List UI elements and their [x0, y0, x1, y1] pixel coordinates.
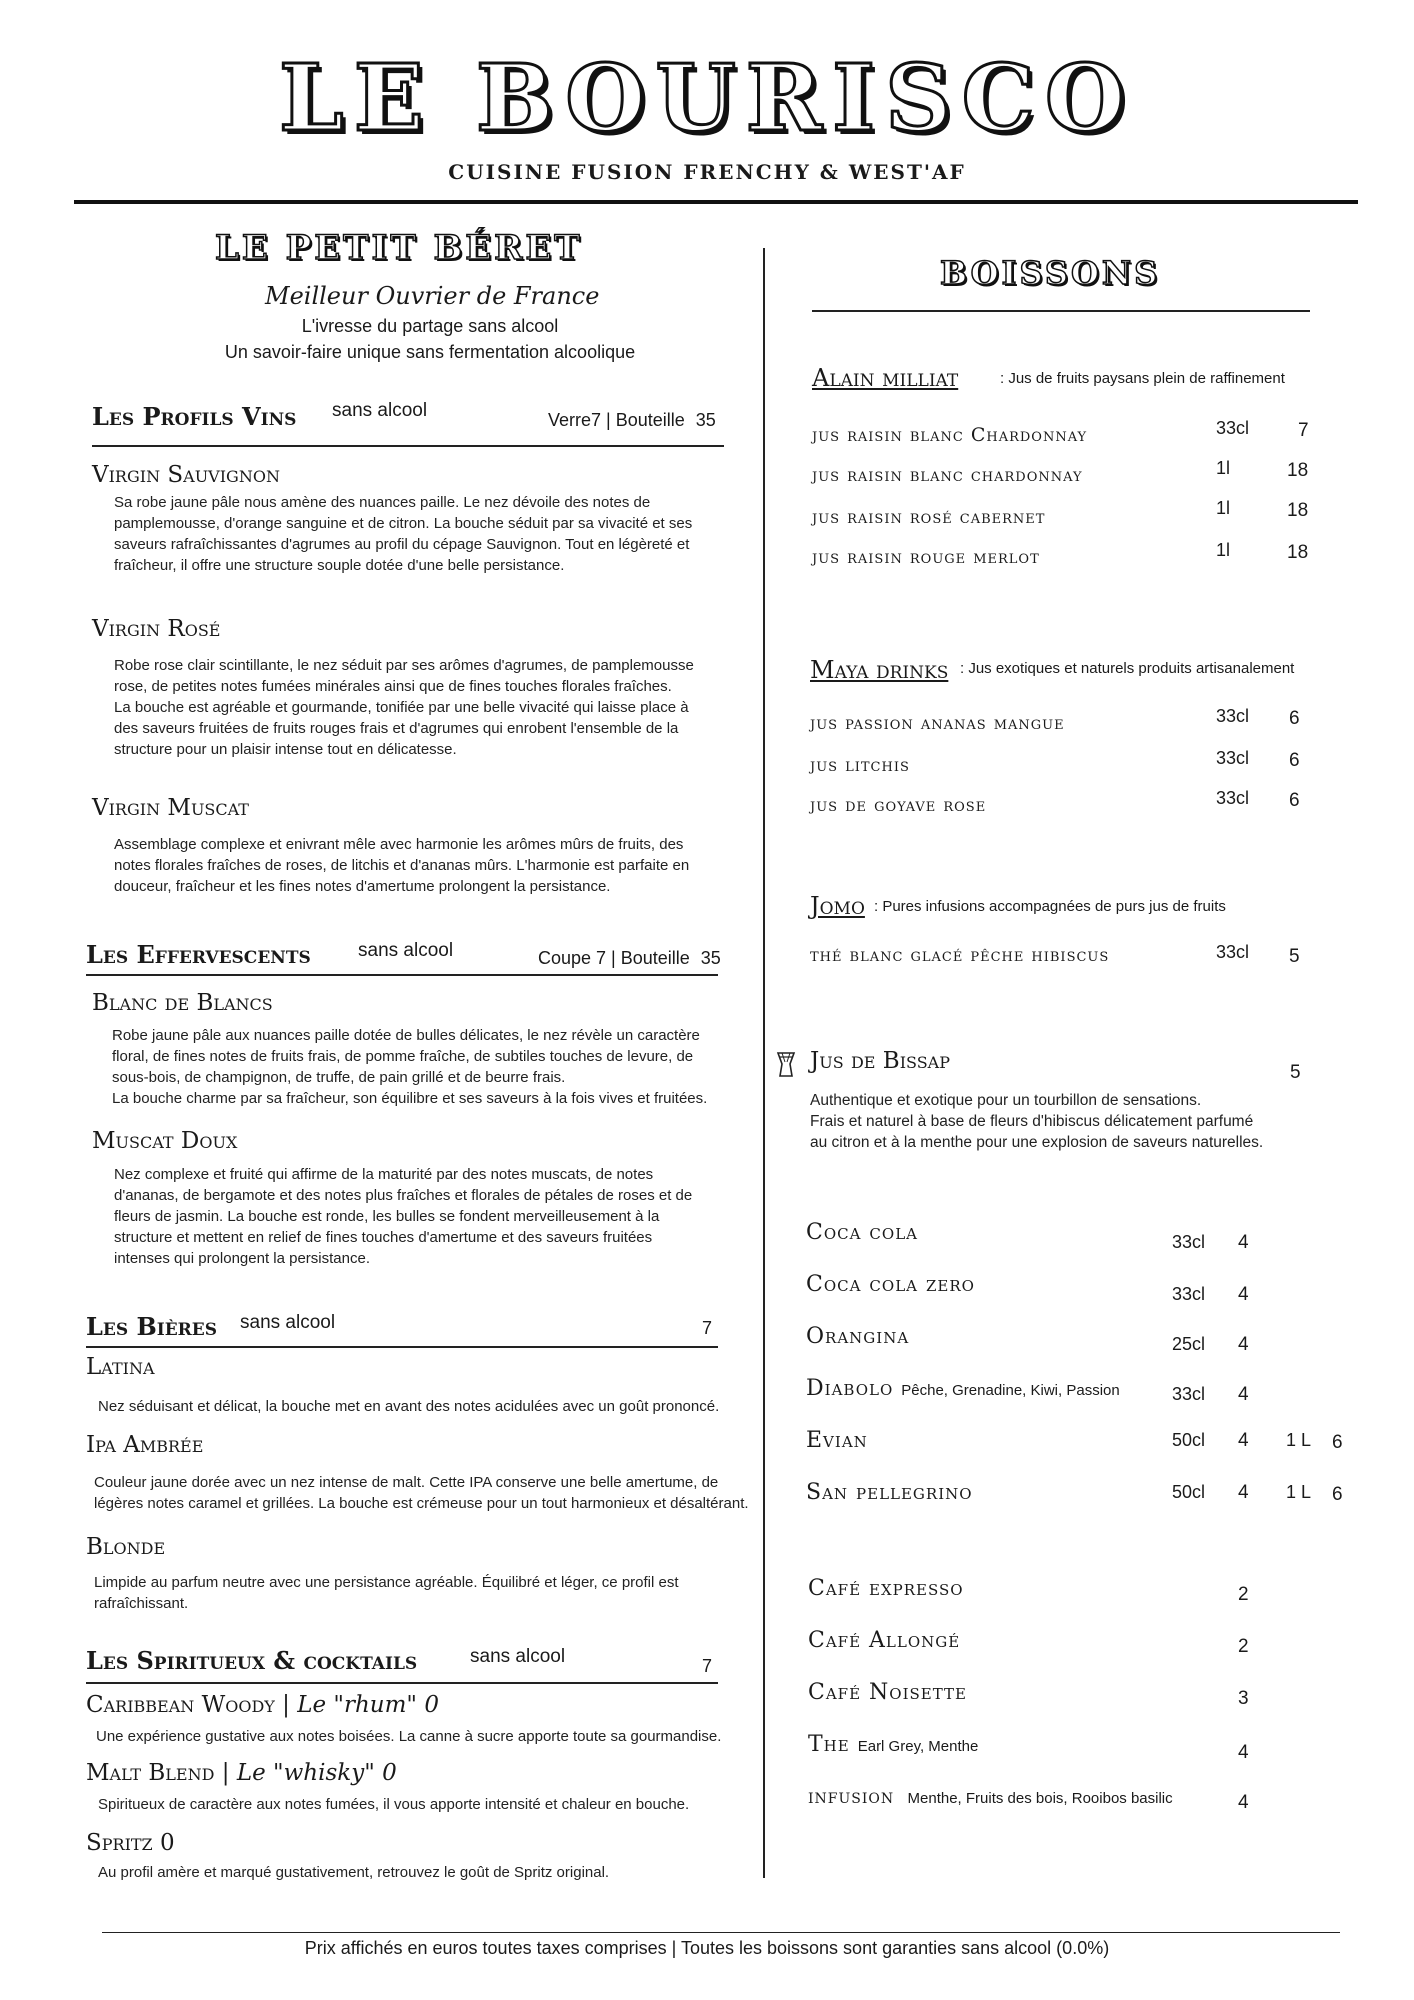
drink-note: Pêche, Grenadine, Kiwi, Passion: [901, 1382, 1120, 1399]
section-rule-bieres: [86, 1346, 718, 1348]
hot-drink-row: [808, 1676, 1288, 1728]
drink-name: San pellegrino: [806, 1480, 973, 1505]
intro-signature: Meilleur Ouvrier de France: [265, 282, 600, 310]
item-name: Ipa Ambrée: [86, 1432, 204, 1458]
drink-price: 3: [1238, 1688, 1249, 1709]
section-note-spiritueux: sans alcool: [470, 1646, 566, 1667]
drink-name: jus raisin rosé cabernet: [812, 506, 1046, 528]
drink-note: Menthe, Fruits des bois, Rooibos basilic: [907, 1790, 1173, 1807]
hot-drink-row: [808, 1624, 1288, 1676]
section-price-vins: [548, 410, 716, 431]
brand-note: : Jus de fruits paysans plein de raffinement: [1000, 370, 1285, 387]
brand-note: : Jus exotiques et naturels produits artisanalement: [960, 660, 1295, 677]
section-price-spiritueux: 7: [702, 1656, 713, 1676]
section-title-spiritueux: Les Spiritueux & cocktails: [86, 1646, 418, 1675]
drink-volume: 1l: [1216, 540, 1231, 560]
drink-price: 4: [1238, 1792, 1249, 1813]
soda-row: [806, 1424, 1366, 1476]
drink-name: jus raisin blanc chardonnay: [812, 464, 1083, 486]
drink-price: 4: [1238, 1742, 1249, 1763]
drink-price: 18: [1287, 542, 1309, 563]
item-name: Malt Blend | Le "whisky" 0: [86, 1760, 397, 1786]
item-alias: Le "whisky" 0: [236, 1760, 397, 1786]
drink-price: 4: [1238, 1430, 1249, 1451]
drink-name: Café Noisette: [808, 1680, 967, 1705]
restaurant-title: LE BOURISCO: [279, 44, 1135, 152]
drink-note: Earl Grey, Menthe: [857, 1738, 979, 1755]
footer-note: Prix affichés en euros toutes taxes comprises | Toutes les boissons sont garanties sans alcool (0.0%): [304, 1938, 1110, 1958]
boissons-title: BOISSONS: [940, 254, 1161, 292]
drink-price: 2: [1238, 1636, 1249, 1657]
brand-maya-drinks: Maya drinks: [810, 656, 949, 684]
drink-price: 6: [1289, 750, 1300, 771]
item-name: Blonde: [86, 1534, 166, 1560]
drink-volume: 33cl: [1216, 942, 1250, 962]
drink-volume: 50cl: [1172, 1430, 1206, 1450]
drink-price: 5: [1289, 946, 1300, 967]
item-alias: Le "rhum" 0: [297, 1692, 439, 1718]
drink-volume: 33cl: [1172, 1232, 1206, 1252]
hot-drinks-list: [808, 1572, 1288, 1832]
drink-volume: 33cl: [1216, 748, 1250, 768]
item-description: Couleur jaune dorée avec un nez intense de malt. Cette IPA conserve une belle amertume, de légères notes caramel et grillées. La bouche est crémeuse pour un tout harmonieux et désaltérant.: [94, 1474, 749, 1512]
intro-line-2: Un savoir-faire unique sans fermentation alcoolique: [224, 342, 636, 362]
section-title-effervescents: Les Effervescents: [86, 940, 311, 969]
section-note-bieres: sans alcool: [240, 1312, 336, 1333]
section-rule-effervescents: [86, 974, 718, 976]
section-title-bieres: Les Bières: [86, 1312, 218, 1341]
item-name: Caribbean Woody | Le "rhum" 0: [86, 1692, 439, 1718]
column-divider: [763, 248, 765, 1878]
drink-name: infusion Menthe, Fruits des bois, Rooibos basilic: [808, 1784, 1173, 1808]
restaurant-subtitle: CUISINE FUSION FRENCHY & WEST'AF: [448, 160, 966, 184]
drink-name: Diabolo Pêche, Grenadine, Kiwi, Passion: [806, 1376, 1120, 1401]
section-price-bieres: 7: [702, 1318, 713, 1338]
drink-price-large: 6: [1332, 1484, 1343, 1505]
bottle-price: 35: [695, 410, 716, 430]
item-description: Limpide au parfum neutre avec une persistance agréable. Équilibré et léger, ce profil est rafraîchissant.: [94, 1574, 679, 1612]
sodas-list: [806, 1216, 1366, 1528]
bissap-name: Jus de Bissap: [810, 1048, 950, 1074]
drink-name: jus raisin blanc Chardonnay: [812, 424, 1088, 446]
drink-volume: 33cl: [1216, 706, 1250, 726]
drink-name: Orangina: [806, 1324, 910, 1349]
hot-drink-row: [808, 1728, 1288, 1780]
drink-name: Evian: [806, 1428, 868, 1453]
drink-volume: 33cl: [1216, 418, 1250, 438]
drink-volume: 33cl: [1172, 1284, 1206, 1304]
drink-name: The Earl Grey, Menthe: [808, 1732, 979, 1757]
item-description: Spiritueux de caractère aux notes fumées, il vous apporte intensité et chaleur en bouche.: [98, 1796, 690, 1813]
item-description: Assemblage complexe et enivrant mêle avec harmonie les arômes mûrs de fruits, des notes florales fraîches de roses, de litchis et d'ananas mûrs. L'harmonie est parfaite en douceur, fraîcheur et les fines notes d'amertume prolongent la persistance.: [114, 836, 690, 895]
drink-name: jus raisin rouge merlot: [812, 546, 1040, 568]
price-label: Coupe 7 | Bouteille: [538, 948, 690, 968]
drink-price-large: 6: [1332, 1432, 1343, 1453]
drink-volume: 1l: [1216, 498, 1231, 518]
boissons-rule: [812, 310, 1310, 312]
item-name: Blanc de Blancs: [92, 990, 273, 1016]
item-name: Latina: [86, 1354, 155, 1380]
item-name: Spritz 0: [86, 1830, 175, 1856]
item-description: Nez complexe et fruité qui affirme de la maturité par des notes muscats, de notes d'ananas, de bergamote et des notes plus fraîches et florales de pétales de roses et de fleurs de jasmin. La bouche est ronde, les bulles se fondent merveilleusement à la structure et mettent en relief de fines touches d'amertume et des saveurs fruitées intenses qui prolongent la persistance.: [114, 1166, 693, 1267]
soda-row: [806, 1476, 1366, 1528]
drum-icon: [776, 1050, 796, 1078]
item-description: Nez séduisant et délicat, la bouche met en avant des notes acidulées avec un goût prononcé.: [98, 1398, 720, 1415]
drink-name: thé blanc glacé pêche hibiscus: [810, 944, 1110, 966]
item-name: Virgin Muscat: [92, 795, 249, 821]
drink-name: jus passion ananas mangue: [810, 712, 1065, 734]
brand-note: : Pures infusions accompagnées de purs jus de fruits: [874, 898, 1226, 915]
item-name: Virgin Rosé: [92, 616, 221, 642]
header-divider: [74, 200, 1358, 204]
drink-volume: 33cl: [1172, 1384, 1206, 1404]
section-note-vins: sans alcool: [332, 400, 428, 421]
drink-price: 4: [1238, 1482, 1249, 1503]
drink-price: 4: [1238, 1284, 1249, 1305]
drink-price: 4: [1238, 1334, 1249, 1355]
footer-divider: [102, 1932, 1340, 1933]
drink-price: 6: [1289, 790, 1300, 811]
section-rule-vins: [92, 445, 724, 447]
soda-row: [806, 1372, 1366, 1424]
intro-line-1: L'ivresse du partage sans alcool: [301, 316, 559, 336]
section-rule-spiritueux: [86, 1682, 718, 1684]
brand-jomo: Jomo: [810, 892, 865, 920]
brand-alain-milliat: Alain milliat: [812, 364, 959, 392]
drink-name: Café expresso: [808, 1576, 964, 1601]
item-description: Au profil amère et marqué gustativement, retrouvez le goût de Spritz original.: [98, 1864, 610, 1881]
hot-drink-row: [808, 1780, 1288, 1832]
section-note-effervescents: sans alcool: [358, 940, 454, 961]
item-description: Sa robe jaune pâle nous amène des nuances paille. Le nez dévoile des notes de pamplemousse, d'orange sanguine et de citron. La bouche séduit par sa vivacité et ses saveurs rafraîchissantes d'agrumes au profil du cépage Sauvignon. Tout en légèreté et fraîcheur, il offre une structure souple dotée d'une belle persistance.: [114, 494, 693, 574]
item-name: Virgin Sauvignon: [92, 462, 280, 488]
drink-volume-large: 1 L: [1286, 1482, 1312, 1502]
drink-name: Coca cola: [806, 1220, 919, 1245]
item-name: Muscat Doux: [92, 1128, 238, 1154]
drink-name: Café Allongé: [808, 1628, 961, 1653]
drink-price: 18: [1287, 460, 1309, 481]
drink-price: 18: [1287, 500, 1309, 521]
drink-volume: 33cl: [1216, 788, 1250, 808]
item-description: Robe jaune pâle aux nuances paille dotée de bulles délicates, le nez révèle un caractère floral, de fines notes de fruits frais, de pomme fraîche, de subtiles touches de levure, de sous-bois, de champignon, de truffe, de pain grillé et de beurre frais. La bouche charme par sa fraîcheur, son équilibre et ses saveurs à la fois vives et fruitées.: [112, 1027, 708, 1107]
drink-volume-large: 1 L: [1286, 1430, 1312, 1450]
intro-brand: LE PETIT BÉRET: [215, 228, 583, 268]
soda-row: [806, 1216, 1366, 1268]
drink-name: Coca cola zero: [806, 1272, 975, 1297]
hot-drink-row: [808, 1572, 1288, 1624]
drink-volume: 25cl: [1172, 1334, 1206, 1354]
item-description: Une expérience gustative aux notes boisées. La canne à sucre apporte toute sa gourmandise.: [96, 1728, 722, 1745]
drink-price: 7: [1298, 420, 1309, 441]
drink-volume: 1l: [1216, 458, 1231, 478]
drink-name: jus de goyave rose: [810, 794, 987, 816]
section-title-vins: Les Profils Vins: [92, 402, 297, 431]
soda-row: [806, 1268, 1366, 1320]
soda-row: [806, 1320, 1366, 1372]
drink-price: 4: [1238, 1384, 1249, 1405]
section-price-effervescents: [538, 948, 721, 969]
bottle-price: 35: [700, 948, 721, 968]
price-label: Verre7 | Bouteille: [548, 410, 685, 430]
item-description: Robe rose clair scintillante, le nez séduit par ses arômes d'agrumes, de pamplemousse rose, de petites notes fumées minérales ainsi que de fines touches florales fraîches. La bouche est agréable et gourmande, tonifiée par une belle vivacité qui laisse place à des saveurs fruitées de fruits rouges frais et d'agrumes qui enrobent l'ensemble de la structure pour un plaisir intense tout en délicatesse.: [114, 657, 694, 758]
drink-price: 4: [1238, 1232, 1249, 1253]
bissap-description: Authentique et exotique pour un tourbillon de sensations. Frais et naturel à base de fleurs d'hibiscus délicatement parfumé au citron et à la menthe pour une explosion de saveurs naturelles.: [810, 1092, 1264, 1151]
drink-volume: 50cl: [1172, 1482, 1206, 1502]
drink-price: 2: [1238, 1584, 1249, 1605]
drink-price: 6: [1289, 708, 1300, 729]
drink-name: jus litchis: [810, 754, 910, 776]
bissap-price: 5: [1290, 1062, 1301, 1083]
